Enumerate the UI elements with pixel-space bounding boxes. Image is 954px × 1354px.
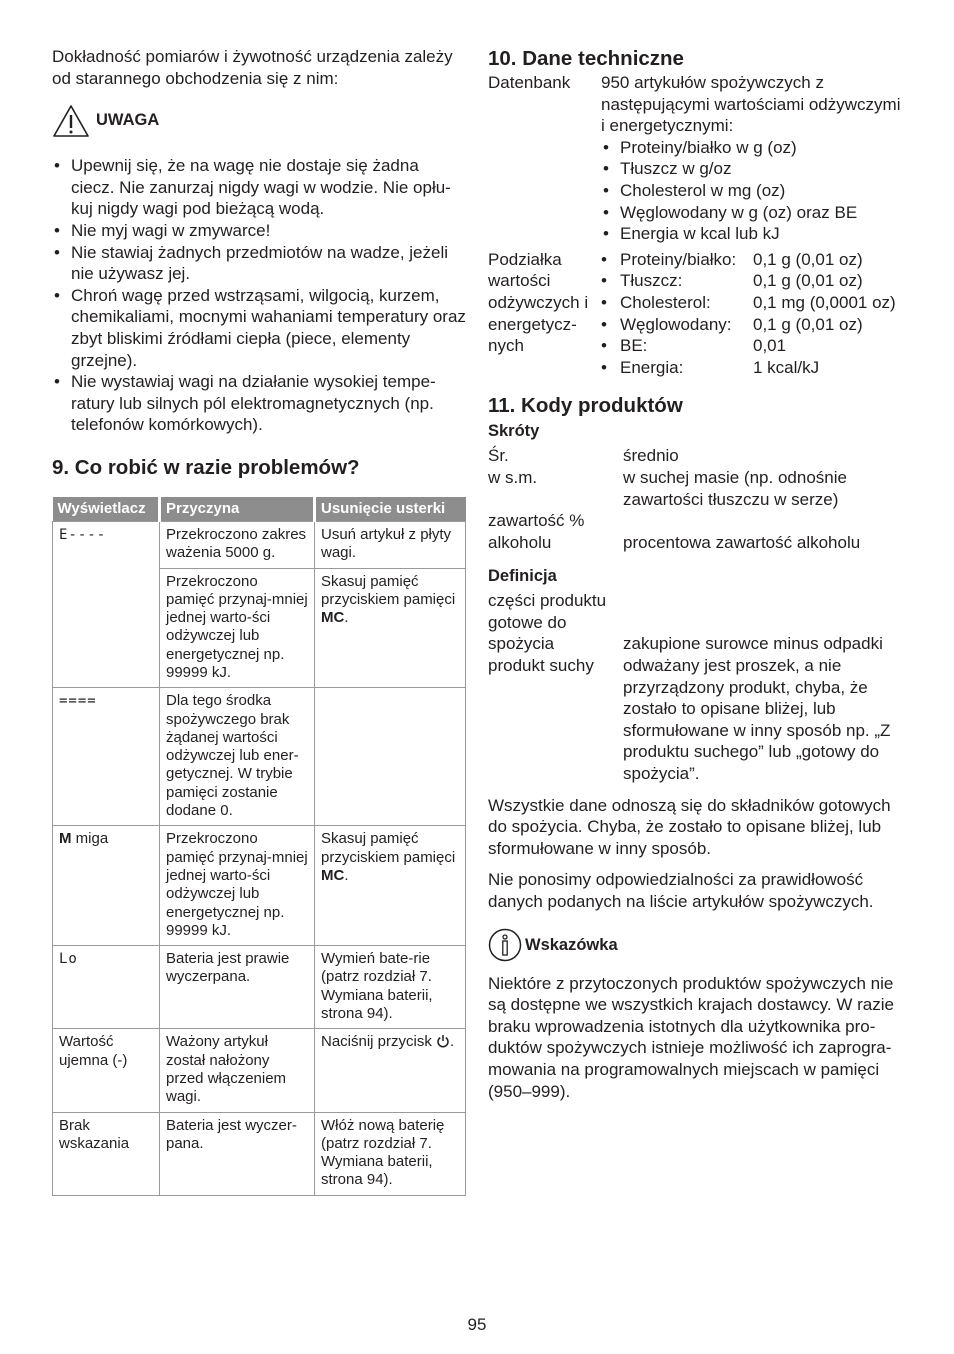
warning-list bbox=[52, 155, 466, 436]
list-item: • Tłuszcz w g/oz bbox=[601, 158, 908, 180]
definitions-list bbox=[488, 590, 908, 784]
power-icon bbox=[436, 1034, 450, 1048]
list-item: Śr. średnio bbox=[488, 446, 679, 466]
troubleshooting-table bbox=[52, 497, 466, 1196]
display-cell: ==== bbox=[53, 688, 160, 826]
cause-cell: Dla tego środka spożywczego brak żądanej wartości odżywczej lub ener-getycznej. W trybie pamięci zostanie dodane 0. bbox=[160, 688, 315, 826]
list-item: • Cholesterol w mg (oz) bbox=[601, 180, 908, 202]
section-11-title: 11. Kody produktów bbox=[488, 394, 683, 418]
list-item: • Węglowodany: 0,1 g (0,01 oz) bbox=[601, 314, 863, 334]
cause-cell: Przekroczono pamięć przynaj-mniej jednej warto-ści odżywczej lub energetycznej np. 99999 kJ. bbox=[160, 568, 315, 688]
table-row bbox=[53, 521, 466, 568]
fix-cell: Naciśnij przycisk . bbox=[315, 1029, 466, 1112]
paragraph: Wszystkie dane odnoszą się do składników gotowych do spożycia. Chyba, że zostało to opisane bliżej, lub sformułowane w inny sposób. bbox=[488, 795, 891, 858]
cause-cell: Bateria jest prawie wyczerpana. bbox=[160, 946, 315, 1029]
list-item: • Energia w kcal lub kJ bbox=[601, 223, 908, 245]
fix-cell: Skasuj pamięć przyciskiem pamięci MC. bbox=[315, 568, 466, 688]
fix-cell: Włóż nową baterię (patrz rozdział 7. Wymiana baterii, strona 94). bbox=[315, 1112, 466, 1195]
fix-cell: Usuń artykuł z płyty wagi. bbox=[315, 521, 466, 568]
note-text: Niektóre z przytoczonych produktów spożywczych nie są dostępne we wszystkich krajach dostawcy. W razie braku wprowadzenia istotnych dla użytkownika pro-duktów spożywczych istnieje możliwość ich zaprogra-mowania na programowalnych miejscach w pamięci (950–999). bbox=[488, 973, 894, 1101]
section-9-title: 9. Co robić w razie problemów? bbox=[52, 455, 360, 479]
list-item: • Chroń wagę przed wstrząsami, wilgocią, kurzem, chemikaliami, mocnymi wahaniami temperatury oraz zbyt bliskimi źródłami ciepła (piece, elementy grzejne). bbox=[52, 285, 466, 371]
abbreviations-list bbox=[488, 445, 908, 553]
page-number: 95 bbox=[467, 1315, 487, 1334]
list-item: • Proteiny/białko w g (oz) bbox=[601, 137, 908, 159]
note-heading bbox=[488, 927, 908, 963]
cause-cell: Ważony artykuł został nałożony przed włączeniem wagi. bbox=[160, 1029, 315, 1112]
display-cell: Lo bbox=[53, 946, 160, 1029]
left-column bbox=[52, 46, 466, 1196]
list-item: • Cholesterol: 0,1 mg (0,0001 oz) bbox=[601, 292, 896, 312]
list-item: • Nie stawiaj żadnych przedmiotów na wadze, jeżeli nie używasz jej. bbox=[52, 242, 466, 285]
column-header: Wyświetlacz bbox=[53, 497, 160, 522]
warning-heading bbox=[52, 103, 466, 139]
paragraph: Nie ponosimy odpowiedzialności za prawidłowość danych podanych na liście artykułów spożywczych. bbox=[488, 870, 874, 911]
cause-cell: Bateria jest wyczer-pana. bbox=[160, 1112, 315, 1195]
list-item: • Tłuszcz: 0,1 g (0,01 oz) bbox=[601, 271, 863, 291]
display-cell: M miga bbox=[53, 826, 160, 946]
list-item: części produktu gotowe do spożycia zakupione surowce minus odpadki bbox=[488, 591, 883, 654]
datenbank-block bbox=[488, 72, 908, 245]
display-cell: E---- bbox=[53, 521, 160, 687]
datenbank-label: Datenbank bbox=[488, 73, 571, 92]
intro-text: Dokładność pomiarów i żywotność urządzenia zależy od starannego obchodzenia się z nim: bbox=[52, 47, 453, 88]
fix-cell bbox=[315, 688, 466, 826]
list-item: produkt suchy odważany jest proszek, a nie przyrządzony produkt, chyba, że zostało to opisane bliżej, lub sformułowane w inny sposób np. „Z produktu suchego” lub „gotowy do spożycia”. bbox=[488, 656, 891, 784]
fix-cell: Wymień bate-rie (patrz rozdział 7. Wymiana baterii, strona 94). bbox=[315, 946, 466, 1029]
cause-cell: Przekroczono zakres ważenia 5000 g. bbox=[160, 521, 315, 568]
skroty-label: Skróty bbox=[488, 422, 540, 441]
definicja-label: Definicja bbox=[488, 567, 557, 586]
info-icon bbox=[488, 928, 522, 962]
column-header: Przyczyna bbox=[160, 497, 315, 522]
podzialka-label: Podziałka wartości odżywczych i energetycz-nych bbox=[488, 249, 589, 356]
table-row bbox=[53, 1112, 466, 1195]
datenbank-list bbox=[601, 137, 908, 245]
podzialka-block bbox=[488, 249, 908, 379]
list-item: • Nie myj wagi w zmywarce! bbox=[52, 220, 466, 242]
podzialka-list bbox=[601, 249, 908, 379]
list-item: zawartość % alkoholu procentowa zawartość alkoholu bbox=[488, 511, 861, 552]
list-item: • Proteiny/białko: 0,1 g (0,01 oz) bbox=[601, 249, 863, 269]
fix-cell: Skasuj pamięć przyciskiem pamięci MC. bbox=[315, 826, 466, 946]
list-item: • Nie wystawiaj wagi na działanie wysokiej tempe-ratury lub silnych pól elektromagnetycznych (np. telefonów komórkowych). bbox=[52, 371, 466, 436]
section-10-title: 10. Dane techniczne bbox=[488, 47, 684, 70]
list-item: • Energia: 1 kcal/kJ bbox=[601, 357, 820, 377]
table-row bbox=[53, 688, 466, 826]
display-cell: Brak wskazania bbox=[53, 1112, 160, 1195]
datenbank-text: 950 artykułów spożywczych z następującymi wartościami odżywczymi i energetycznymi: bbox=[601, 73, 901, 136]
display-cell: Wartość ujemna (-) bbox=[53, 1029, 160, 1112]
table-row bbox=[53, 826, 466, 946]
table-row bbox=[53, 946, 466, 1029]
table-row bbox=[53, 1029, 466, 1112]
table-header-row bbox=[53, 497, 466, 522]
column-header: Usunięcie usterki bbox=[315, 497, 466, 522]
list-item: w s.m. w suchej masie (np. odnośnie zawartości tłuszczu w serze) bbox=[488, 467, 847, 509]
note-label: Wskazówka bbox=[525, 935, 618, 954]
list-item: • Upewnij się, że na wagę nie dostaje się żadna ciecz. Nie zanurzaj nigdy wagi w wodzie. Nie opłu-kuj nigdy wagi pod bieżącą wodą. bbox=[52, 155, 466, 220]
cause-cell: Przekroczono pamięć przynaj-mniej jednej warto-ści odżywczej lub energetycznej np. 99999 kJ. bbox=[160, 826, 315, 946]
list-item: • Węglowodany w g (oz) oraz BE bbox=[601, 202, 908, 224]
list-item: • BE: 0,01 bbox=[601, 336, 787, 356]
warning-triangle-icon bbox=[52, 104, 90, 138]
warning-label: UWAGA bbox=[96, 111, 160, 130]
right-column bbox=[488, 46, 908, 1102]
